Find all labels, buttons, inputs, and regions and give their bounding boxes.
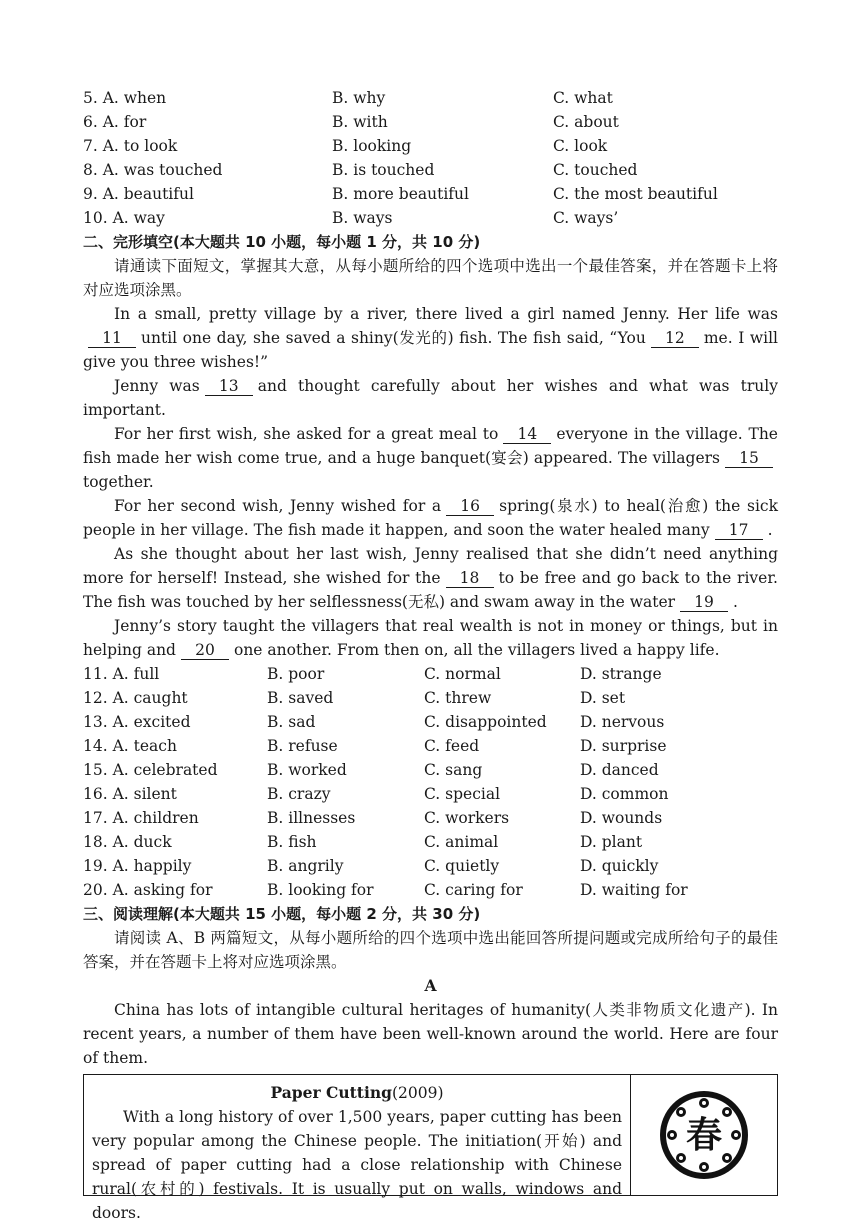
cloze-paragraph: Jenny was 13 and thought carefully about her wishes and what was truly important. <box>83 377 778 419</box>
option-b: B. illnesses <box>267 809 356 827</box>
option-a: 17. A. children <box>83 809 199 827</box>
exam-page <box>83 86 778 1222</box>
option-row <box>83 758 778 782</box>
option-a: 18. A. duck <box>83 833 172 851</box>
option-a: 7. A. to look <box>83 137 178 155</box>
option-a: 6. A. for <box>83 113 147 131</box>
blank-15: 15 <box>725 449 773 468</box>
option-d: D. nervous <box>580 713 665 731</box>
option-a: 14. A. teach <box>83 737 177 755</box>
option-b: B. worked <box>267 761 347 779</box>
option-c: C. special <box>424 785 501 803</box>
heritage-description: With a long history of over 1,500 years, paper cutting has been very popular among the Chinese people. The initiation(开始) and spread of paper cutting had a close relationship with Chinese rural(农村的) festivals. It is usually put on walls, windows and doors. <box>92 1108 622 1222</box>
options-q5-10 <box>83 86 778 230</box>
option-row <box>83 710 778 734</box>
option-d: D. quickly <box>580 857 659 875</box>
blank-14: 14 <box>503 425 551 444</box>
option-row <box>83 86 778 110</box>
option-c: C. the most beautiful <box>553 185 718 203</box>
option-b: B. angrily <box>267 857 344 875</box>
option-row <box>83 830 778 854</box>
option-a: 13. A. excited <box>83 713 191 731</box>
blank-18: 18 <box>446 569 494 588</box>
option-d: D. strange <box>580 665 662 683</box>
option-c: C. sang <box>424 761 483 779</box>
blank-16: 16 <box>446 497 494 516</box>
option-c: C. ways’ <box>553 209 619 227</box>
option-d: D. danced <box>580 761 659 779</box>
option-row <box>83 158 778 182</box>
option-c: C. animal <box>424 833 499 851</box>
option-c: C. disappointed <box>424 713 547 731</box>
blank-13: 13 <box>205 377 253 396</box>
option-row <box>83 854 778 878</box>
blank-11: 11 <box>88 329 136 348</box>
option-c: C. feed <box>424 737 480 755</box>
option-row <box>83 134 778 158</box>
option-c: C. normal <box>424 665 501 683</box>
option-b: B. ways <box>332 209 393 227</box>
blank-20: 20 <box>181 641 229 660</box>
option-d: D. wounds <box>580 809 663 827</box>
passage-intro: China has lots of intangible cultural heritages of humanity(人类非物质文化遗产). In recent years, a number of them have been well-known around the world. Here are four of them. <box>83 1001 778 1067</box>
heritage-image-cell <box>631 1075 777 1195</box>
section-heading-reading: 三、阅读理解(本大题共 15 小题，每小题 2 分，共 30 分) <box>83 905 481 923</box>
option-d: D. waiting for <box>580 881 688 899</box>
cloze-paragraph: In a small, pretty village by a river, there lived a girl named Jenny. Her life was11 until one day, she saved a shiny(发光的) fish. The fish said, “You 12 me. I will give you three wishes!” <box>83 305 778 371</box>
option-b: B. with <box>332 113 388 131</box>
option-c: C. look <box>553 137 608 155</box>
option-a: 20. A. asking for <box>83 881 213 899</box>
option-c: C. threw <box>424 689 492 707</box>
option-b: B. is touched <box>332 161 435 179</box>
option-row <box>83 110 778 134</box>
option-b: B. saved <box>267 689 334 707</box>
section-instruction: 请阅读 A、B 两篇短文，从每小题所给的四个选项中选出能回答所提问题或完成所给句子的最佳答案，并在答题卡上将对应选项涂黑。 <box>83 929 778 971</box>
section-heading-cloze: 二、完形填空(本大题共 10 小题，每小题 1 分，共 10 分) <box>83 233 481 251</box>
option-c: C. what <box>553 89 613 107</box>
blank-19: 19 <box>680 593 728 612</box>
blank-12: 12 <box>651 329 699 348</box>
heritage-box <box>83 1074 778 1222</box>
option-d: D. common <box>580 785 669 803</box>
heritage-text-cell <box>84 1075 631 1222</box>
svg-text:春: 春 <box>685 1115 723 1156</box>
option-b: B. poor <box>267 665 325 683</box>
option-a: 9. A. beautiful <box>83 185 194 203</box>
option-row <box>83 662 778 686</box>
option-c: C. caring for <box>424 881 523 899</box>
option-b: B. why <box>332 89 386 107</box>
blank-17: 17 <box>715 521 763 540</box>
passage-letter: A <box>424 976 437 995</box>
option-row <box>83 206 778 230</box>
cloze-paragraph: Jenny’s story taught the villagers that real wealth is not in money or things, but in helping and 20 one another. From then on, all the villagers lived a happy life. <box>83 617 778 659</box>
option-b: B. looking for <box>267 881 374 899</box>
option-c: C. about <box>553 113 619 131</box>
option-a: 11. A. full <box>83 665 160 683</box>
option-b: B. more beautiful <box>332 185 469 203</box>
options-q11-20 <box>83 662 778 902</box>
option-c: C. quietly <box>424 857 500 875</box>
option-b: B. crazy <box>267 785 331 803</box>
option-row <box>83 806 778 830</box>
heritage-title: Paper Cutting(2009) <box>270 1083 444 1102</box>
option-a: 10. A. way <box>83 209 165 227</box>
option-b: B. fish <box>267 833 317 851</box>
option-a: 12. A. caught <box>83 689 188 707</box>
option-d: D. surprise <box>580 737 667 755</box>
option-a: 5. A. when <box>83 89 167 107</box>
option-b: B. sad <box>267 713 316 731</box>
option-row <box>83 182 778 206</box>
option-c: C. workers <box>424 809 510 827</box>
option-b: B. looking <box>332 137 412 155</box>
option-d: D. plant <box>580 833 643 851</box>
option-a: 19. A. happily <box>83 857 192 875</box>
option-d: D. set <box>580 689 626 707</box>
section-instruction: 请通读下面短文，掌握其大意，从每小题所给的四个选项中选出一个最佳答案，并在答题卡上将对应选项涂黑。 <box>83 257 778 299</box>
option-b: B. refuse <box>267 737 338 755</box>
cloze-paragraph: For her second wish, Jenny wished for a 16 spring(泉水) to heal(治愈) the sick people in her village. The fish made it happen, and soon the water healed many 17 . <box>83 497 778 539</box>
option-row <box>83 878 778 902</box>
cloze-paragraph: For her first wish, she asked for a great meal to 14 everyone in the village. The fish made her wish come true, and a huge banquet(宴会) appeared. The villagers 15together. <box>83 425 778 491</box>
cloze-paragraph: As she thought about her last wish, Jenny realised that she didn’t need anything more for herself! Instead, she wished for the 18 to be free and go back to the river. The fish was touched by her selflessness(无私) and swam away in the water 19 . <box>83 545 778 611</box>
option-a: 8. A. was touched <box>83 161 223 179</box>
option-a: 16. A. silent <box>83 785 177 803</box>
option-row <box>83 686 778 710</box>
paper-cutting-emblem-icon <box>656 1087 752 1183</box>
option-c: C. touched <box>553 161 638 179</box>
option-a: 15. A. celebrated <box>83 761 218 779</box>
option-row <box>83 782 778 806</box>
option-row <box>83 734 778 758</box>
